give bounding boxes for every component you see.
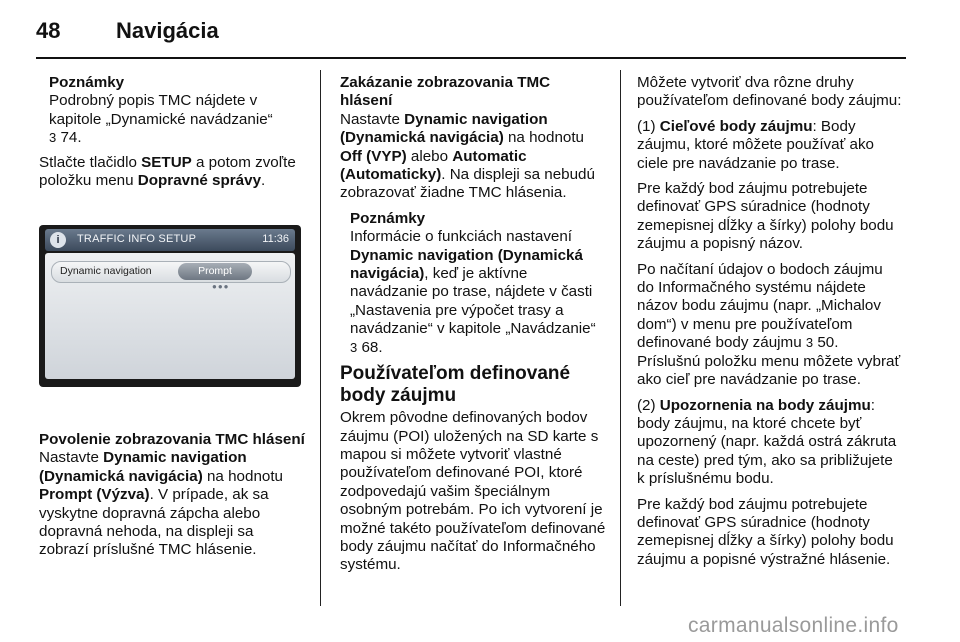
column-divider-1 xyxy=(320,70,321,606)
page-ref: 68. xyxy=(361,338,383,356)
settings-icon: i xyxy=(50,232,66,248)
column-divider-2 xyxy=(620,70,621,606)
paragraph: Môžete vytvoriť dva rôzne druhy používateľom definované body záujmu: xyxy=(637,74,902,110)
note-title: Poznámky xyxy=(49,74,125,91)
screen-clock: 11:36 xyxy=(262,233,289,245)
screen-body xyxy=(45,253,295,379)
column-1 xyxy=(39,74,305,197)
screen-title: TRAFFIC INFO SETUP xyxy=(77,233,197,245)
row-label: Dynamic navigation xyxy=(60,265,152,277)
column-3 xyxy=(637,74,903,576)
screen-title-bar xyxy=(45,229,295,251)
page-ref: 74. xyxy=(60,129,82,147)
note-text: Informácie o funkciách nastavení Dynamic navigation (Dynamická navigácia), keď je aktívne navádzanie po trase, nájdete v časti „Nastavenia pre výpočet trasy a navádzanie“ v kapitole „Navádzanie“ 3 68. xyxy=(350,228,596,356)
page-ref-icon: 3 xyxy=(49,130,57,146)
section-heading: Zakázanie zobrazovania TMC hlásení xyxy=(340,74,551,110)
row-value-button[interactable]: Prompt xyxy=(178,263,252,280)
paragraph: (1) Cieľové body záujmu: Body záujmu, ktoré môžete používať ako ciele pre navádzanie po trase. xyxy=(637,117,875,172)
paragraph: (2) Upozornenia na body záujmu: body záujmu, na ktoré chcete byť upozornený (napr. každá ostrá zákruta na ceste) pred tým, ako sa približujete k príslušnému bodu. xyxy=(637,396,897,488)
paragraph: Pre každý bod záujmu potrebujete definovať GPS súradnice (hodnoty zemepisnej dĺžky a šírky) polohy bodu záujmu a popisné výstražné hlásenie. xyxy=(637,495,894,568)
paragraph: Pre každý bod záujmu potrebujete definovať GPS súradnice (hodnoty zemepisnej dĺžky a šírky) polohy bodu záujmu a popisný názov. xyxy=(637,180,894,253)
note-box xyxy=(39,74,305,148)
section-heading: Povolenie zobrazovania TMC hlásení xyxy=(39,431,305,448)
page-header xyxy=(36,14,924,50)
watermark: carmanualsonline.info xyxy=(688,614,899,637)
header-rule xyxy=(36,57,906,59)
display-screenshot xyxy=(39,198,305,416)
note-text: Podrobný popis TMC nájdete v kapitole „Dynamické navádzanie“ 3 74. xyxy=(49,92,273,147)
paragraph: Po načítaní údajov o bodoch záujmu do Informačného systému nájdete názov bodu záujmu (napr. „Michalov dom“) v menu pre používateľom definované body záujmu 3 50. Príslušnú položku menu môžete vybrať ako cieľ pre navádzanie po trase. xyxy=(637,260,901,389)
page-ref-icon: 3 xyxy=(350,339,358,355)
page-number: 48 xyxy=(36,18,61,43)
paragraph: Nastavte Dynamic navigation (Dynamická navigácia) na hodnotu Prompt (Výzva). V prípade, ak sa vyskytne dopravná zápcha alebo dopravná nehoda, na displeji sa zobrazí príslušné TMC hlásenie. xyxy=(39,449,283,559)
note-box xyxy=(340,210,606,357)
options-indicator-icon: ●●● xyxy=(212,282,230,291)
paragraph: Stlačte tlačidlo SETUP a potom zvoľte položku menu Dopravné správy. xyxy=(39,153,296,190)
screen-frame xyxy=(39,225,301,387)
subsection-title: Používateľom definované body záujmu xyxy=(340,363,571,407)
paragraph: Nastavte Dynamic navigation (Dynamická navigácia) na hodnotu Off (VYP) alebo Automatic (Automaticky). Na displeji sa nebudú zobrazovať žiadne TMC hlásenia. xyxy=(340,110,595,202)
column-1-lower xyxy=(39,431,305,567)
page-ref-icon: 3 xyxy=(805,335,814,351)
page-ref: 50. xyxy=(817,334,839,352)
paragraph: Okrem pôvodne definovaných bodov záujmu (POI) uložených na SD karte s mapou si môžete vytvoriť vlastné používateľom definované POI, ktoré zodpovedajú vašim špeciálnym osobným potrebám. Po ich vytvorení je možné takéto používateľom definované body záujmu načítať do Informačného systému. xyxy=(340,409,606,574)
note-title: Poznámky xyxy=(350,209,426,227)
column-2 xyxy=(340,74,606,582)
chapter-title: Navigácia xyxy=(116,18,219,43)
menu-row-dynamic-navigation[interactable] xyxy=(51,261,291,291)
